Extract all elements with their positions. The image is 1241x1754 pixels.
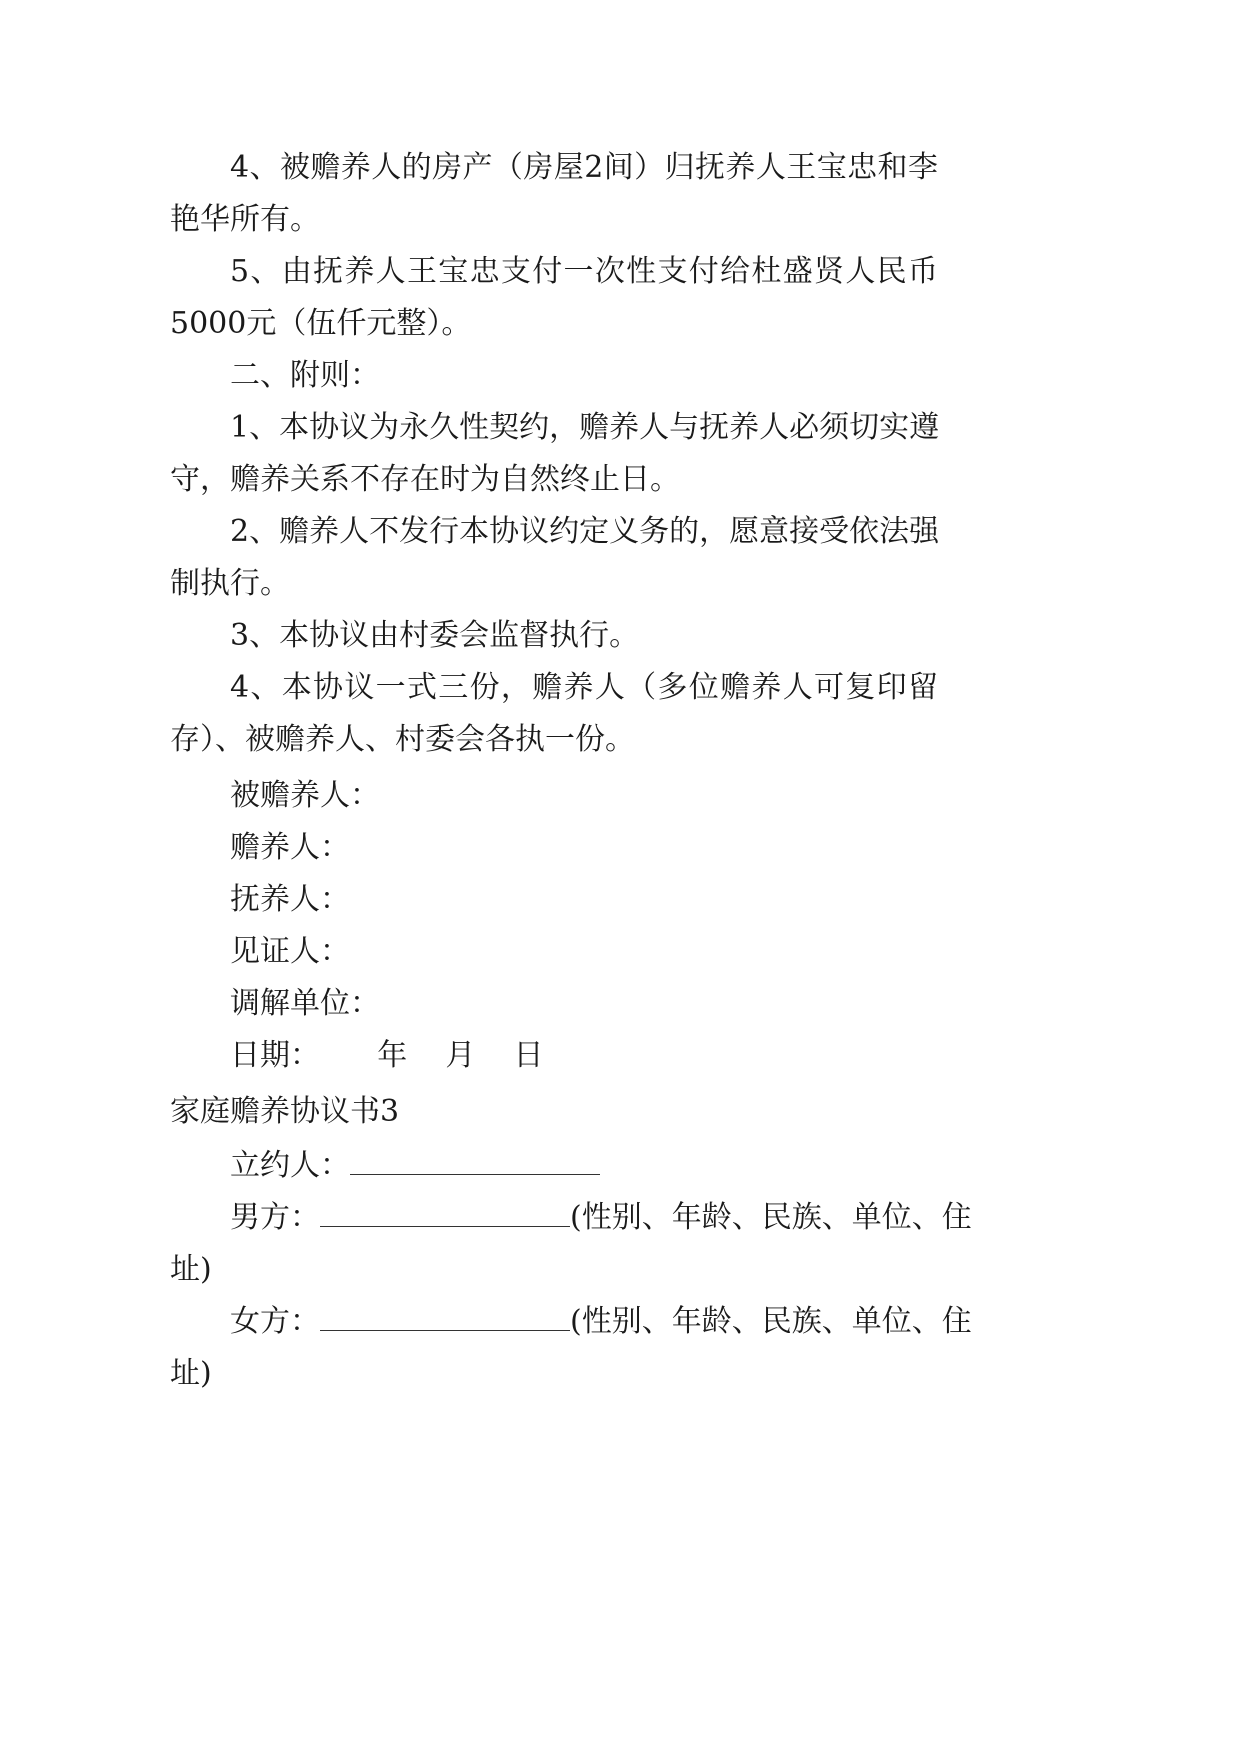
appendix-3-line: 3、本协议由村委会监督执行。 (230, 618, 640, 653)
appendix-4-line-1: 4、本协议一式三份，赡养人（多位赡养人可复印留 (230, 670, 938, 705)
signature-mediation-unit: 调解单位： (230, 986, 380, 1021)
husband-label: 男方： (230, 1200, 320, 1235)
signature-supporter: 赡养人： (230, 830, 350, 865)
husband-line (230, 1198, 970, 1238)
clause-5-line-2: 5000元（伍仟元整）。 (170, 306, 472, 341)
signature-date: 日期： 年 月 日 (230, 1038, 544, 1073)
wife-line (230, 1302, 970, 1342)
section-heading-appendix: 二、附则： (230, 358, 380, 393)
signature-caregiver: 抚养人： (230, 882, 350, 917)
signature-witness: 见证人： (230, 934, 350, 969)
party-label: 立约人： (230, 1148, 350, 1183)
appendix-1-line-1: 1、本协议为永久性契约，赡养人与抚养人必须切实遵 (230, 410, 940, 445)
party-blank (350, 1148, 600, 1175)
appendix-2-line-1: 2、赡养人不发行本协议约定义务的，愿意接受依法强 (230, 514, 940, 549)
wife-blank (320, 1304, 570, 1331)
clause-4-line-1: 4、被赡养人的房产（房屋2间）归抚养人王宝忠和李 (230, 150, 938, 185)
appendix-4-line-2: 存）、被赡养人、村委会各执一份。 (170, 722, 635, 757)
husband-details-cont: 址) (170, 1252, 212, 1287)
appendix-2-line-2: 制执行。 (170, 566, 290, 601)
appendix-1-line-2: 守，赡养关系不存在时为自然终止日。 (170, 462, 680, 497)
wife-details: (性别、年龄、民族、单位、住 (570, 1304, 972, 1339)
clause-4-line-2: 艳华所有。 (170, 202, 320, 237)
husband-details: (性别、年龄、民族、单位、住 (570, 1200, 972, 1235)
party-line (230, 1146, 600, 1186)
document-title: 家庭赡养协议书3 (170, 1094, 400, 1129)
signature-supported-person: 被赡养人： (230, 778, 380, 813)
clause-5-line-1: 5、由抚养人王宝忠支付一次性支付给杜盛贤人民币 (230, 254, 938, 289)
wife-details-cont: 址) (170, 1356, 212, 1391)
husband-blank (320, 1200, 570, 1227)
wife-label: 女方： (230, 1304, 320, 1339)
